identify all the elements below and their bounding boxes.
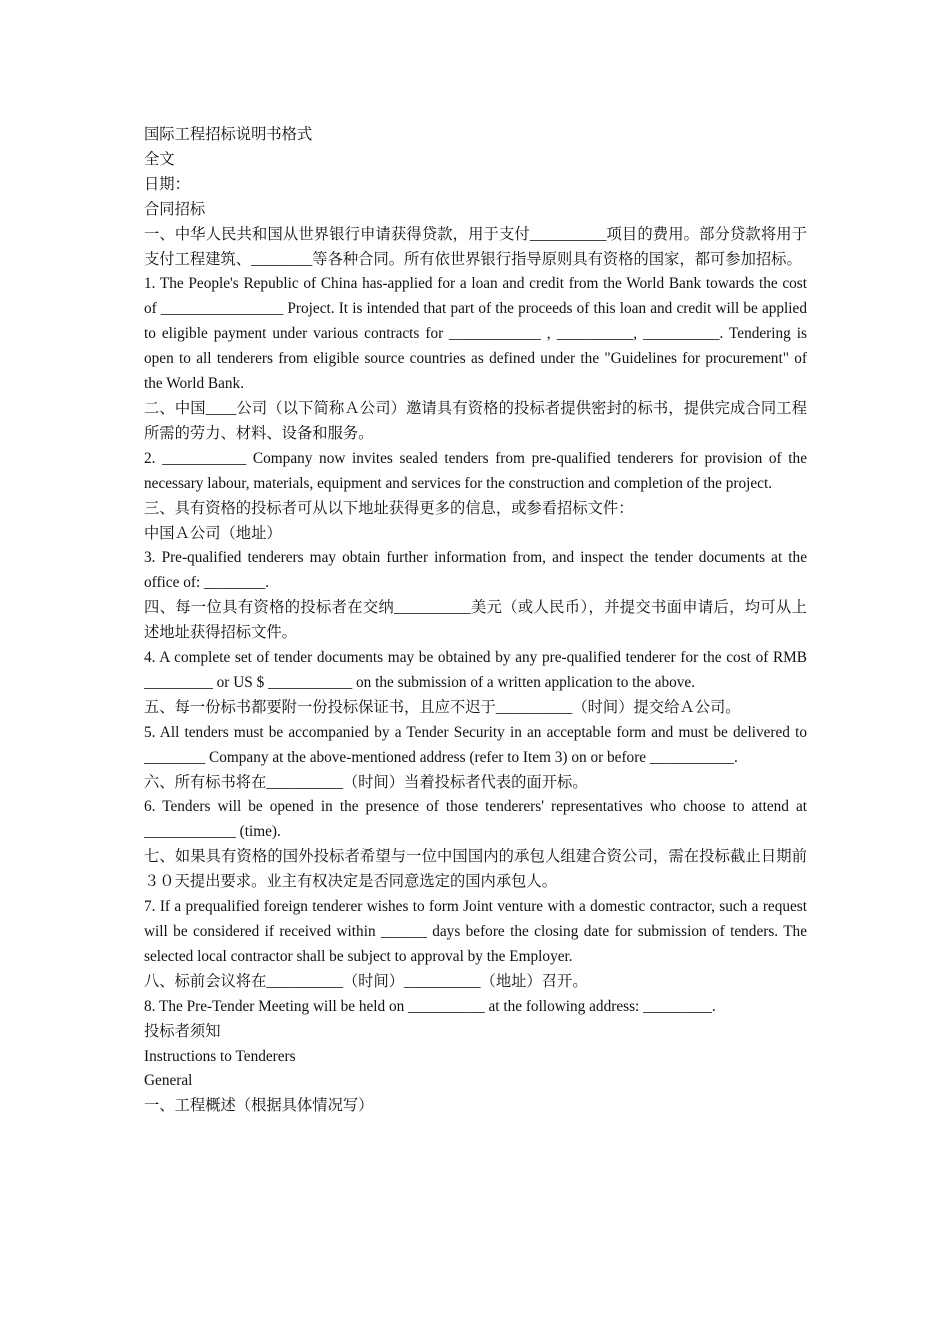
item-8-zh: 八、标前会议将在__________（时间）__________（地址）召开。 — [144, 972, 588, 990]
document-page — [144, 123, 807, 1119]
item-2-zh: 二、中国____公司（以下简称Ａ公司）邀请具有资格的投标者提供密封的标书，提供完成合同工程所需的劳力、材料、设备和服务。 — [144, 399, 807, 442]
item-2-en: 2. ___________ Company now invites sealed tenders from pre-qualified tenderers for provision of the necessary labour, materials, equipment and services for the construction and completion of the project. — [144, 449, 807, 492]
section-heading: 合同招标 — [144, 200, 206, 218]
general-item-1: 一、工程概述（根据具体情况写） — [144, 1097, 374, 1115]
item-3-zh-address: 中国Ａ公司（地址） — [144, 524, 282, 542]
general-heading: General — [144, 1072, 193, 1090]
item-1-zh: 一、中华人民共和国从世界银行申请获得贷款，用于支付__________项目的费用。部分贷款将用于支付工程建筑、________等各种合同。所有依世界银行指导原则具有资格的国家，都可参加招标。 — [144, 225, 807, 268]
item-4-zh: 四、每一位具有资格的投标者在交纳__________美元（或人民币），并提交书面申请后，均可从上述地址获得招标文件。 — [144, 599, 807, 642]
item-3-zh: 三、具有资格的投标者可从以下地址获得更多的信息，或参看招标文件： — [144, 499, 634, 517]
instructions-heading-en: Instructions to Tenderers — [144, 1047, 296, 1065]
item-3-en: 3. Pre-qualified tenderers may obtain further information from, and inspect the tender documents at the office of: ________. — [144, 549, 807, 592]
instructions-heading-zh: 投标者须知 — [144, 1022, 221, 1040]
date-label: 日期： — [144, 175, 190, 193]
document-subtitle: 全文 — [144, 150, 175, 168]
item-6-zh: 六、所有标书将在__________（时间）当着投标者代表的面开标。 — [144, 773, 588, 791]
item-8-en: 8. The Pre-Tender Meeting will be held on __________ at the following address: _________. — [144, 997, 716, 1015]
item-4-en: 4. A complete set of tender documents may be obtained by any pre-qualified tenderer for the cost of RMB _________ or US $ ___________ on the submission of a written application to the above. — [144, 649, 807, 691]
item-5-en: 5. All tenders must be accompanied by a Tender Security in an acceptable form and must be delivered to ________ Company at the above-mentioned address (refer to Item 3) on or before ___________. — [144, 723, 807, 766]
item-7-zh: 七、如果具有资格的国外投标者希望与一位中国国内的承包人组建合资公司，需在投标截止日期前３０天提出要求。业主有权决定是否同意选定的国内承包人。 — [144, 848, 807, 891]
item-7-en: 7. If a prequalified foreign tenderer wishes to form Joint venture with a domestic contractor, such a request will be considered if received within ______ days before the closing date for submission of tenders. The selected local contractor shall be subject to approval by the Employer. — [144, 898, 807, 965]
item-6-en: 6. Tenders will be opened in the presence of those tenderers' representatives who choose to attend at ____________ (time). — [144, 798, 807, 841]
document-title: 国际工程招标说明书格式 — [144, 126, 313, 143]
item-1-en: 1. The People's Republic of China has-applied for a loan and credit from the World Bank towards the cost of ________________ Project. It is intended that part of the proceeds of this loan and credit will be applied to eligible payment under various contracts for ____________ , __________, __________. Tendering is open to all tenderers from eligible source countries as defined under the "Guidelines for procurement" of the World Bank. — [144, 275, 807, 393]
item-5-zh: 五、每一份标书都要附一份投标保证书，且应不迟于__________（时间）提交给Ａ公司。 — [144, 698, 741, 716]
